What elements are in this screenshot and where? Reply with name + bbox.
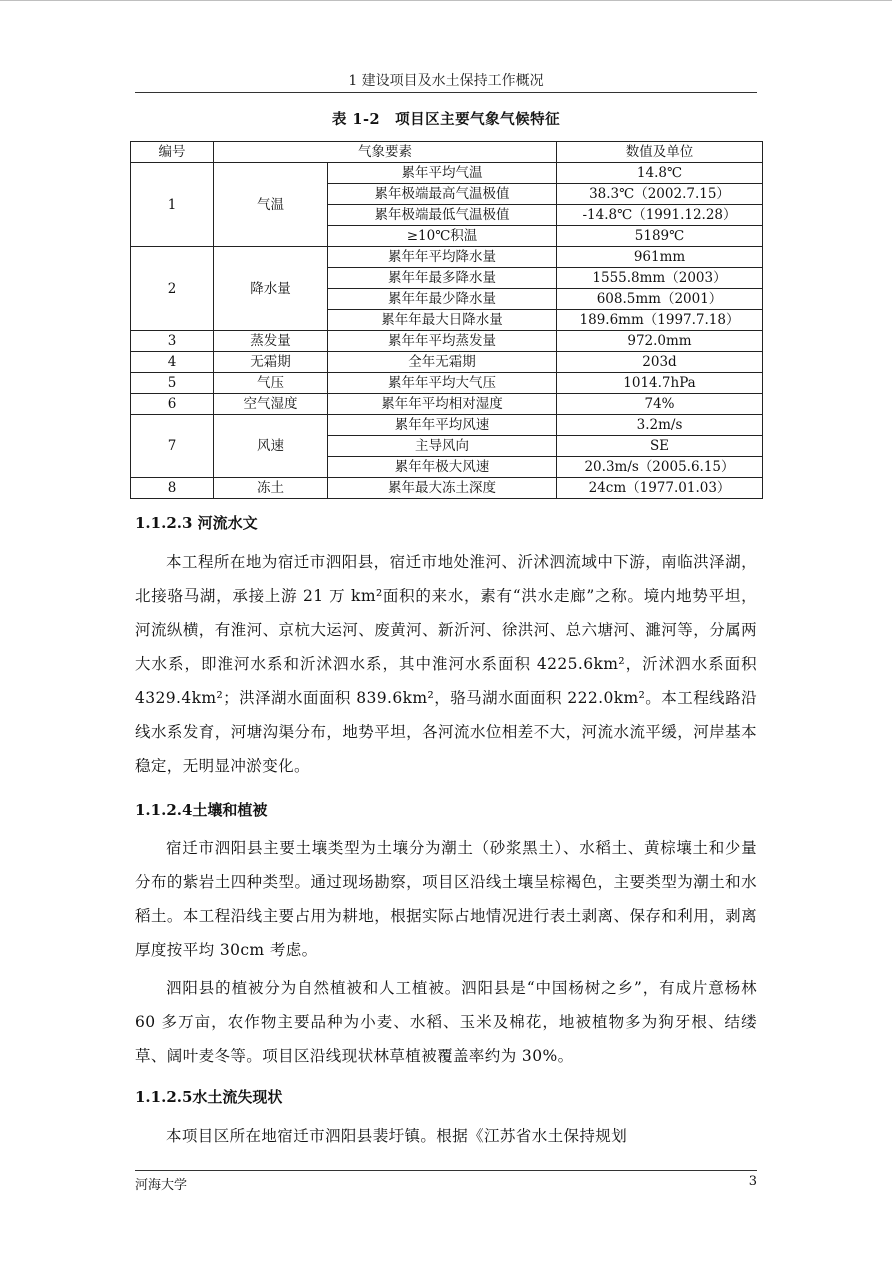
element-value: 608.5mm（2001） — [557, 289, 763, 310]
group-category: 降水量 — [214, 247, 328, 331]
element-item: 累年年平均降水量 — [328, 247, 557, 268]
table-row — [131, 331, 763, 352]
table-header-row — [131, 142, 763, 163]
element-item: 累年年最大日降水量 — [328, 310, 557, 331]
header-element: 气象要素 — [214, 142, 557, 163]
element-value: -14.8℃（1991.12.28） — [557, 205, 763, 226]
paragraph-soil: 宿迁市泗阳县主要土壤类型为土壤分为潮土（砂浆黑土）、水稻土、黄棕壤土和少量分布的紫岩土四种类型。通过现场勘察，项目区沿线土壤呈棕褐色，主要类型为潮土和水稻土。本工程沿线主要占用为耕地，根据实际占地情况进行表土剥离、保存和利用，剥离厚度按平均 30cm 考虑。 — [135, 839, 757, 959]
element-item: 累年极端最高气温极值 — [328, 184, 557, 205]
climate-table-body — [131, 163, 763, 499]
table-row — [131, 352, 763, 373]
element-item: 累年平均气温 — [328, 163, 557, 184]
group-category: 风速 — [214, 415, 328, 478]
group-category: 空气湿度 — [214, 394, 328, 415]
paragraph-hydrology: 本工程所在地为宿迁市泗阳县，宿迁市地处淮河、沂沭泗流域中下游，南临洪泽湖，北接骆马湖，承接上游 21 万 km²面积的来水，素有“洪水走廊”之称。境内地势平坦，河流纵横，有淮河、京杭大运河、废黄河、新沂河、徐洪河、总六塘河、濉河等，分属两大水系，即淮河水系和沂沭泗水系，其中淮河水系面积 4225.6km²，沂沭泗水系面积 4329.4km²；洪泽湖水面面积 839.6km²，骆马湖水面面积 222.0km²。本工程线路沿线水系发育，河塘沟渠分布，地势平坦，各河流水位相差不大，河流水流平缓，河岸基本稳定，无明显冲淤变化。 — [135, 553, 757, 775]
element-item: 累年年平均大气压 — [328, 373, 557, 394]
group-category: 气压 — [214, 373, 328, 394]
element-item: 累年最大冻土深度 — [328, 478, 557, 499]
climate-table — [130, 141, 763, 499]
group-number: 5 — [131, 373, 214, 394]
group-number: 2 — [131, 247, 214, 331]
table-row — [131, 247, 763, 268]
element-value: 5189℃ — [557, 226, 763, 247]
group-category: 无霜期 — [214, 352, 328, 373]
header-value: 数值及单位 — [557, 142, 763, 163]
element-value: 972.0mm — [557, 331, 763, 352]
element-item: 累年年最多降水量 — [328, 268, 557, 289]
section-title-1-1-2-3: 1.1.2.3 河流水文 — [135, 514, 258, 532]
group-number: 6 — [131, 394, 214, 415]
group-category: 冻土 — [214, 478, 328, 499]
table-row — [131, 163, 763, 184]
table-row — [131, 394, 763, 415]
element-value: 961mm — [557, 247, 763, 268]
group-category: 气温 — [214, 163, 328, 247]
group-number: 7 — [131, 415, 214, 478]
element-item: 累年年平均相对湿度 — [328, 394, 557, 415]
table-caption: 表 1-2 项目区主要气象气候特征 — [331, 111, 561, 128]
element-item: 累年年最少降水量 — [328, 289, 557, 310]
element-item: 累年年极大风速 — [328, 457, 557, 478]
element-value: 1014.7hPa — [557, 373, 763, 394]
element-item: 累年年平均蒸发量 — [328, 331, 557, 352]
element-value: 3.2m/s — [557, 415, 763, 436]
group-number: 4 — [131, 352, 214, 373]
page-number: 3 — [748, 1174, 757, 1189]
running-header: 1 建设项目及水土保持工作概况 — [135, 70, 757, 93]
section-title-1-1-2-4: 1.1.2.4土壤和植被 — [135, 801, 268, 819]
paragraph-erosion: 本项目区所在地宿迁市泗阳县裴圩镇。根据《江苏省水土保持规划 — [166, 1127, 628, 1145]
element-value: 1555.8mm（2003） — [557, 268, 763, 289]
table-row — [131, 373, 763, 394]
element-item: 累年极端最低气温极值 — [328, 205, 557, 226]
table-row — [131, 478, 763, 499]
header-num: 编号 — [131, 142, 214, 163]
group-number: 3 — [131, 331, 214, 352]
group-number: 1 — [131, 163, 214, 247]
element-value: 189.6mm（1997.7.18） — [557, 310, 763, 331]
table-row — [131, 415, 763, 436]
element-item: 全年无霜期 — [328, 352, 557, 373]
element-item: ≥10℃积温 — [328, 226, 557, 247]
element-value: SE — [557, 436, 763, 457]
element-item: 主导风向 — [328, 436, 557, 457]
top-border — [0, 0, 892, 1]
element-value: 203d — [557, 352, 763, 373]
footer-organization: 河海大学 — [135, 1178, 188, 1193]
group-number: 8 — [131, 478, 214, 499]
section-title-1-1-2-5: 1.1.2.5水土流失现状 — [135, 1088, 283, 1106]
group-category: 蒸发量 — [214, 331, 328, 352]
element-value: 14.8℃ — [557, 163, 763, 184]
footer-rule — [135, 1170, 757, 1171]
element-item: 累年年平均风速 — [328, 415, 557, 436]
element-value: 20.3m/s（2005.6.15） — [557, 457, 763, 478]
element-value: 38.3℃（2002.7.15） — [557, 184, 763, 205]
element-value: 24cm（1977.01.03） — [557, 478, 763, 499]
paragraph-vegetation: 泗阳县的植被分为自然植被和人工植被。泗阳县是“中国杨树之乡”，有成片意杨林 60 多万亩，农作物主要品种为小麦、水稻、玉米及棉花，地被植物多为狗牙根、结缕草、阔叶麦冬等。项目区沿线现状林草植被覆盖率约为 30%。 — [135, 979, 757, 1065]
element-value: 74% — [557, 394, 763, 415]
